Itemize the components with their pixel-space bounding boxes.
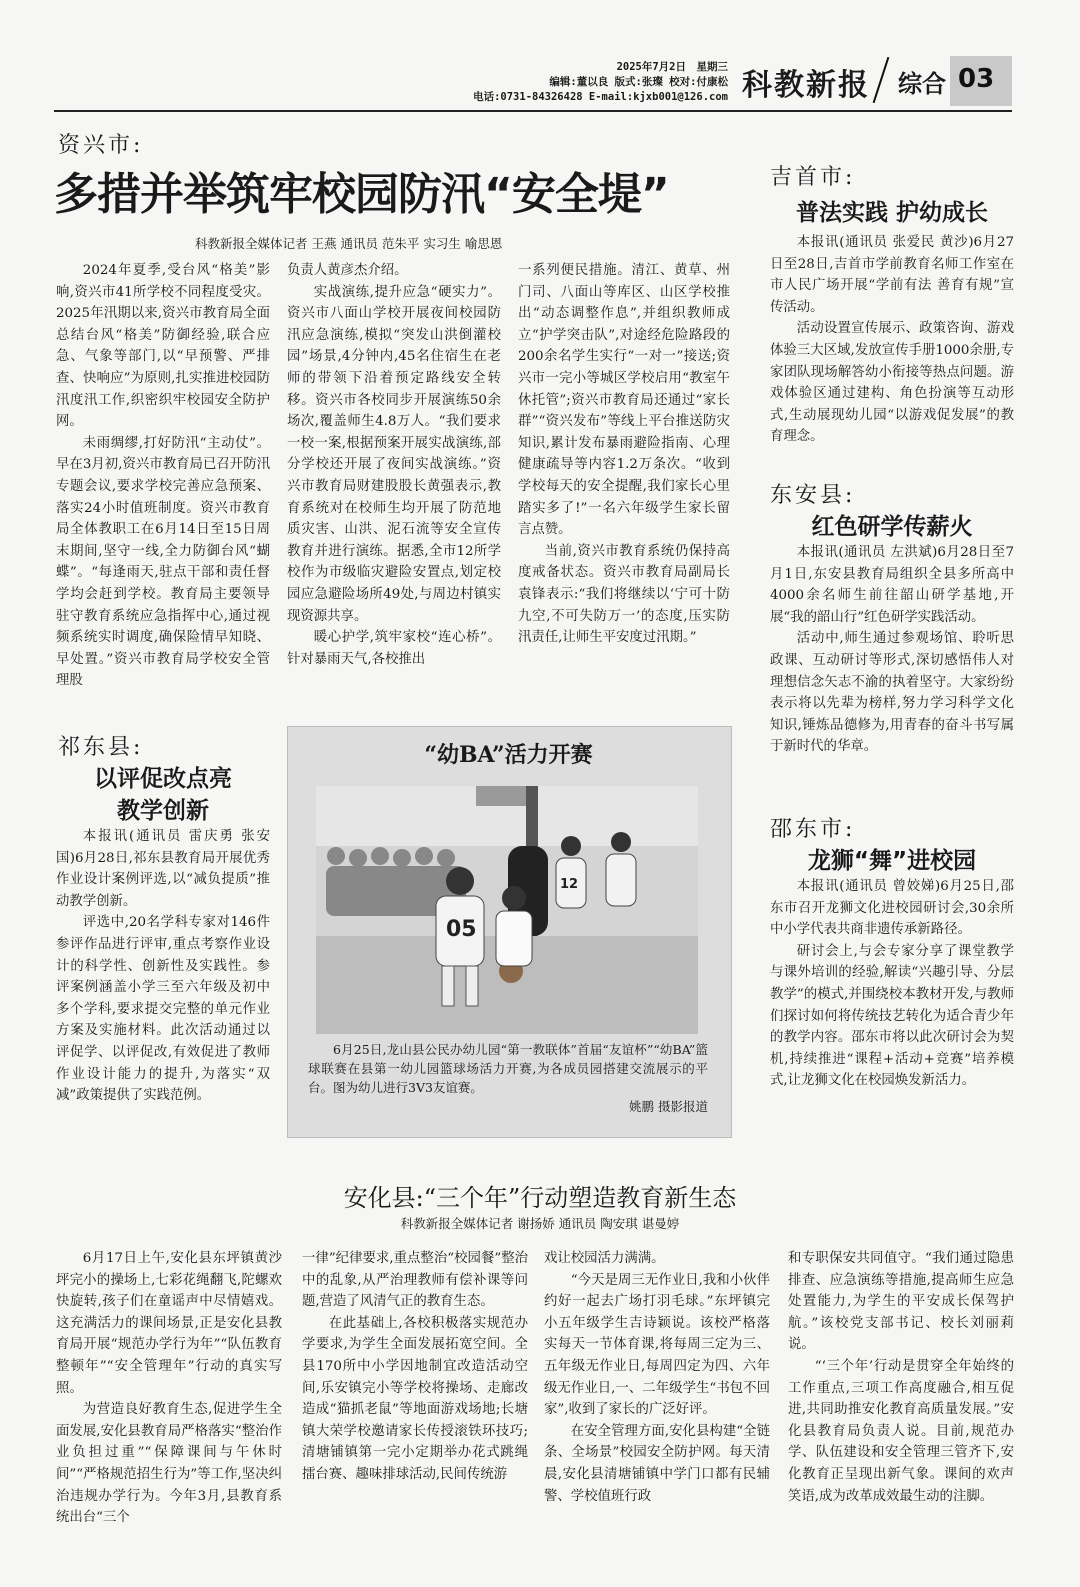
header-divider <box>873 57 890 103</box>
dongan-body <box>770 542 1014 758</box>
lead-column-2 <box>287 260 501 670</box>
anhua-col2-para-2: 在此基础上,各校积极落实规范办学要求,为学生全面发展拓宽空间。全县170所中小学因地制宜改造活动空间,乐安镇完小等学校将操场、走廊改造成“猫抓老鼠”等地面游戏场地;长塘镇大荣学校邀请家长传授滚铁环技巧;清塘铺镇第一完小定期举办花式跳绳擂台赛、趣味排球活动,民间传统游 <box>302 1315 528 1482</box>
anhua-column-3 <box>544 1248 770 1507</box>
lead-byline: 科教新报全媒体记者 王燕 通讯员 范朱平 实习生 喻思恩 <box>195 236 503 251</box>
dongan-headline: 红色研学传薪火 <box>811 514 973 540</box>
qidong-headline-line-2: 教学创新 <box>117 798 209 824</box>
jishou-body <box>770 232 1014 448</box>
lead-col1-para-1: 2024年夏季,受台风“格美”影响,资兴市41所学校不同程度受灾。2025年汛期以来,资兴市教育局全面总结台风“格美”防御经验,联合应急、气象等部门,以“早预警、严排查、快响应”为原则,扎实推进校园防汛度汛工作,织密织牢校园安全防护网。 <box>56 263 270 430</box>
anhua-column-1 <box>56 1248 282 1529</box>
photo-caption-block <box>308 1040 708 1116</box>
shaodong-body <box>770 876 1014 1092</box>
photo-credit: 姚鹏 摄影报道 <box>629 1099 708 1114</box>
paper-name: 科教新报 <box>742 68 870 103</box>
lead-col1-para-2: 未雨绸缪,打好防汛“主动仗”。早在3月初,资兴市教育局已召开防汛专题会议,要求学校完善应急预案、落实24小时值班制度。资兴市教育局全体教职工在6月14日至15日周末期间,坚守一线,全力防御台风“蝴蝶”。“每逢雨天,驻点干部和责任督学均会赶到学校。教育局主要领导驻守教育系统应急指挥中心,通过视频系统实时调度,确保险情早知晓、早处置。”资兴市教育局学校安全管理股 <box>56 435 270 689</box>
lead-column-1 <box>56 260 270 692</box>
page-number: 03 <box>958 64 995 94</box>
lead-column-3 <box>518 260 730 649</box>
jishou-para-1: 本报讯(通讯员 张爱民 黄沙)6月27日至28日,吉首市学前教育名师工作室在市人民广场开展“学前有法 善育有规”宣传活动。 <box>770 235 1014 315</box>
photo-illustration <box>316 786 698 1034</box>
anhua-col2-para-1: 一律”纪律要求,重点整治“校园餐”整治中的乱象,从严治理教师有偿补课等问题,营造了风清气正的教育生态。 <box>302 1251 528 1310</box>
lead-place: 资兴市: <box>58 133 144 158</box>
anhua-byline: 科教新报全媒体记者 谢扬娇 通讯员 陶安琪 谌曼婷 <box>400 1216 680 1231</box>
qidong-body <box>56 826 270 1107</box>
lead-col3-para-2: 当前,资兴市教育系统仍保持高度戒备状态。资兴市教育局副局长袁锋表示:“我们将继续以‘宁可十防九空,不可失防万一’的态度,压实防汛责任,让师生平安度过汛期。” <box>518 543 730 646</box>
jersey-number-2: 12 <box>560 877 579 892</box>
jishou-para-2: 活动设置宣传展示、政策咨询、游戏体验三大区域,发放宣传手册1000余册,专家团队现场解答幼小衔接等热点问题。游戏体验区通过建构、角色扮演等互动形式,生动展现幼儿园“以游戏促发展”的教育理念。 <box>770 321 1014 445</box>
dongan-para-1: 本报讯(通讯员 左洪斌)6月28日至7月1日,东安县教育局组织全县多所高中4000余名师生前往韶山研学基地,开展“我的韶山行”红色研学实践活动。 <box>770 545 1014 625</box>
lead-col2-para-2: 实战演练,提升应急“硬实力”。资兴市八面山学校开展夜间校园防汛应急演练,模拟“突发山洪倒灌校园”场景,4分钟内,45名住宿生在老师的带领下沿着预定路线安全转移。资兴市各校同步开展演练50余场次,覆盖师生4.8万人。“我们要求一校一案,根据预案开展实战演练,部分学校还开展了夜间实战演练。”资兴市教育局财建股股长黄强表示,教育系统对在校师生均开展了防范地质灾害、山洪、泥石流等安全宣传教育并进行演练。据悉,全市12所学校作为市级临灾避险安置点,划定校园应急避险场所49处,与周边村镇实现资源共享。 <box>287 284 501 624</box>
lead-col2-para-3: 暖心护学,筑牢家校“连心桥”。针对暴雨天气,各校推出 <box>287 630 501 667</box>
anhua-col1-para-1: 6月17日上午,安化县东坪镇黄沙坪完小的操场上,七彩花绳翻飞,陀螺欢快旋转,孩子们在童谣声中尽情嬉戏。这充满活力的课间场景,正是安化县教育局开展“规范办学行为年”“队伍教育整顿年”“安全管理年”行动的真实写照。 <box>56 1251 282 1396</box>
lead-col3-para-1: 一系列便民措施。清江、黄草、州门司、八面山等库区、山区学校推出“动态调整作息”,并组织教师成立“护学突击队”,对途经危险路段的200余名学生实行“一对一”接送;资兴市一完小等城区学校启用“教室午休托管”;资兴市教育局还通过“家长群”“资兴发布”等线上平台推送防灾知识,累计发布暴雨避险指南、心理健康疏导等内容1.2万条次。“收到学校每天的安全提醒,我们家长心里踏实多了!”一名六年级学生家长留言点赞。 <box>518 263 730 538</box>
anhua-col3-para-2: “今天是周三无作业日,我和小伙伴约好一起去广场打羽毛球。”东坪镇完小五年级学生吉诗颖说。该校严格落实每天一节体育课,将每周三定为三、五年级无作业日,每周四定为四、六年级无作业日,一、二年级学生“书包不回家”,收到了家长的广泛好评。 <box>544 1272 770 1418</box>
photo-basketball <box>316 786 698 1034</box>
anhua-col4-para-1: 和专职保安共同值守。“我们通过隐患排查、应急演练等措施,提高师生应急处置能力,为学生的平安成长保驾护航。”该校党支部书记、校长刘丽莉说。 <box>788 1251 1014 1353</box>
anhua-col3-para-1: 戏让校园活力满满。 <box>544 1251 665 1266</box>
jishou-place: 吉首市: <box>770 165 856 190</box>
lead-col2-para-1: 负责人黄彦杰介绍。 <box>287 263 408 278</box>
header-editors: 编辑:董以良 版式:张璨 校对:付康松 <box>549 76 728 88</box>
qidong-place: 祁东县: <box>58 735 144 760</box>
photo-title: “幼BA”活力开赛 <box>424 742 593 768</box>
qidong-para-2: 评选中,20名学科专家对146件参评作品进行评审,重点考察作业设计的科学性、创新性及实践性。参评案例涵盖小学三至六年级及初中多个学科,要求提交完整的单元作业方案及实施材料。此次活动通过以评促学、以评促改,有效促进了教师作业设计能力的提升,为落实“双减”政策提供了实践范例。 <box>56 915 270 1104</box>
anhua-column-2 <box>302 1248 528 1486</box>
qidong-headline-line-1: 以评促改点亮 <box>94 766 232 792</box>
header-contact: 电话:0731-84326428 E-mail:kjxb001@126.com <box>473 91 728 103</box>
jishou-headline: 普法实践 护幼成长 <box>795 200 988 226</box>
dongan-place: 东安县: <box>770 483 856 508</box>
anhua-headline: 安化县:“三个年”行动塑造教育新生态 <box>343 1184 737 1212</box>
shaodong-para-2: 研讨会上,与会专家分享了课堂教学与课外培训的经验,解读“兴趣引导、分层教学”的模式,并围绕校本教材开发,与教师们探讨如何将传统技艺转化为适合青少年的教学内容。邵东市将以此次研讨会为契机,持续推进“课程+活动+竞赛”培养模式,让龙狮文化在校园焕发新活力。 <box>770 943 1014 1089</box>
anhua-column-4 <box>788 1248 1014 1507</box>
qidong-para-1: 本报讯(通讯员 雷庆勇 张安国)6月28日,祁东县教育局开展优秀作业设计案例评选,以“减负提质”推动教学创新。 <box>56 829 270 909</box>
header-date: 2025年7月2日 星期三 <box>616 61 728 73</box>
photo-caption: 6月25日,龙山县公民办幼儿园“第一教联体”首届“友谊杯”“幼BA”篮球联赛在县第一幼儿园篮球场活力开赛,为各成员园搭建交流展示的平台。图为幼儿进行3V3友谊赛。 <box>308 1042 708 1095</box>
anhua-col4-para-2: “‘三个年’行动是贯穿全年始终的工作重点,三项工作高度融合,相互促进,共同助推安化教育高质量发展。”安化县教育局负责人说。目前,规范办学、队伍建设和安全管理三管齐下,安化教育正呈现出新气象。课间的欢声笑语,成为改革成效最生动的注脚。 <box>788 1358 1014 1504</box>
shaodong-headline: 龙狮“舞”进校园 <box>807 848 977 874</box>
lead-headline: 多措并举筑牢校园防汛“安全堤” <box>54 169 669 220</box>
section-name: 综合 <box>898 70 946 98</box>
shaodong-place: 邵东市: <box>770 817 856 842</box>
header-rule <box>54 110 1012 112</box>
dongan-para-2: 活动中,师生通过参观场馆、聆听思政课、互动研讨等形式,深切感悟伟人对理想信念矢志不渝的执着坚守。大家纷纷表示将以先辈为榜样,努力学习科学文化知识,锤炼品德修为,用青春的奋斗书写属于新时代的华章。 <box>770 631 1014 755</box>
jersey-number-1: 05 <box>446 917 477 942</box>
anhua-col1-para-2: 为营造良好教育生态,促进学生全面发展,安化县教育局严格落实“整治作业负担过重”“保障课间与午休时间”“严格规范招生行为”等工作,坚决纠治违规办学行为。今年3月,县教育系统出台“三个 <box>56 1402 282 1526</box>
header-info <box>470 60 728 105</box>
shaodong-para-1: 本报讯(通讯员 曾姣娣)6月25日,邵东市召开龙狮文化进校园研讨会,30余所中小学代表共商非遗传承新路径。 <box>770 879 1014 938</box>
anhua-col3-para-3: 在安全管理方面,安化县构建“全链条、全场景”校园安全防护网。每天清晨,安化县清塘铺镇中学门口都有民辅警、学校值班行政 <box>544 1423 770 1504</box>
